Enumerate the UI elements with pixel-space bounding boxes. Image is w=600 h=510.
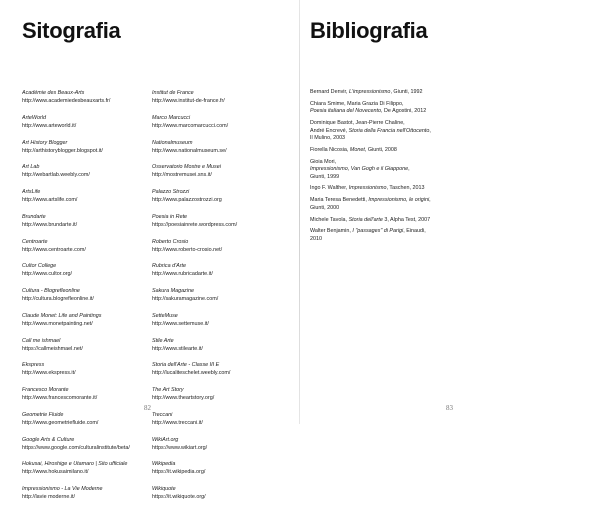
author-text: Fiorella Nicosia, xyxy=(310,146,350,153)
bibliography-line xyxy=(310,217,510,225)
site-name: Ekspress xyxy=(22,362,45,369)
bibliography-line xyxy=(310,101,510,109)
site-url-link[interactable]: https://callmeishmael.net/ xyxy=(22,345,83,352)
bibliografia-list xyxy=(310,89,510,248)
site-name: Marco Marcucci xyxy=(152,114,191,121)
site-entry xyxy=(152,460,282,481)
site-name: Institut de France xyxy=(152,90,194,96)
site-entry xyxy=(22,361,152,382)
site-url-link[interactable]: https://poesiainrete.wordpress.com/ xyxy=(152,221,238,228)
bibliografia-heading: Bibliografia xyxy=(310,18,428,43)
author-text: Maria Teresa Benedetti, xyxy=(310,197,369,204)
site-name: Poesia in Rete xyxy=(152,213,188,220)
site-name: Osservatorio Mostre e Musei xyxy=(152,164,221,171)
site-name: WikiArt.org xyxy=(152,436,179,443)
author-text: Michele Tavola, xyxy=(310,216,349,223)
title-text: Poesia italiana del Novecento xyxy=(310,108,382,115)
site-url-link[interactable]: http://www.rubricadarte.it/ xyxy=(152,271,213,278)
site-name: ArtsLife xyxy=(22,189,41,195)
bibliography-entry xyxy=(310,217,510,225)
author-text: Giunti, 2000 xyxy=(310,204,340,211)
title-text: L'impressionismo xyxy=(348,89,391,95)
bibliography-line xyxy=(310,120,510,128)
site-url-link[interactable]: http://lucaliteschelet.weebly.com/ xyxy=(152,370,231,377)
bibliography-entry xyxy=(310,89,510,97)
site-entry xyxy=(22,411,152,432)
site-name: Cultura - Blogrefleonline xyxy=(22,288,80,294)
site-url-link[interactable]: http://www.theartstory.org/ xyxy=(152,395,215,401)
site-url-link[interactable]: http://www.settemuse.it/ xyxy=(152,320,209,327)
site-name: SetteMuse xyxy=(152,312,178,319)
title-text: Impressionismo xyxy=(348,185,387,192)
site-entry xyxy=(152,213,282,234)
site-entry xyxy=(152,89,282,110)
bibliography-entry xyxy=(310,197,510,212)
bibliography-entry xyxy=(310,159,510,182)
publisher-text: Giunti, 1999 xyxy=(310,173,340,180)
title-text: Impressionismo, Van Gogh e il Giappone xyxy=(310,166,409,173)
bibliography-entry xyxy=(310,120,510,143)
publisher-text: , Taschen, 2013 xyxy=(386,185,425,192)
site-name: Google Arts & Culture xyxy=(22,436,75,443)
site-name: The Art Story xyxy=(152,387,184,393)
site-url-link[interactable]: http://mostremusei.sns.it/ xyxy=(152,172,212,179)
site-name: Rubrica d'Arte xyxy=(152,263,186,270)
title-text: Impressionismo, le origini xyxy=(368,197,430,204)
title-text: Storia dell'arte xyxy=(348,216,383,223)
site-url-link[interactable]: https://it.wikipedia.org/ xyxy=(152,469,206,476)
site-entry xyxy=(152,312,282,333)
site-name: Impressionismo - La Vie Moderne xyxy=(22,486,103,492)
site-url-link[interactable]: http://www.arteworld.it/ xyxy=(22,122,77,129)
publisher-text: 3, Alpha Test, 2007 xyxy=(382,216,431,223)
bibliography-line xyxy=(310,108,510,116)
publisher-text: , Giunti, 1992 xyxy=(390,89,423,95)
site-name: Brundarte xyxy=(22,213,46,220)
bibliography-line xyxy=(310,128,510,136)
title-text: Monet xyxy=(349,146,365,153)
site-name: Geometrie Fluide xyxy=(22,411,64,418)
author-text: Ingo F. Walther, xyxy=(310,185,349,192)
site-name: Nationalmuseum xyxy=(152,139,193,146)
site-name: Académie des Beaux-Arts xyxy=(22,90,85,96)
site-entry xyxy=(22,312,152,333)
author-text: Gioia Mori, xyxy=(310,158,337,165)
site-name: Claude Monet: Life and Paintings xyxy=(22,312,102,319)
site-url-link[interactable]: http://www.ekspress.it/ xyxy=(22,370,76,377)
site-url-link[interactable]: http://www.roberto-crosio.net/ xyxy=(152,246,223,253)
page-number-right: 83 xyxy=(446,404,453,412)
site-url-link[interactable]: http://cultura.blogrefleonline.it/ xyxy=(22,296,94,302)
author-text: Chiara Smime, Maria Grazia Di Filippo, xyxy=(310,100,404,107)
site-url-link[interactable]: http://www.palazzostrozzi.org xyxy=(152,197,222,203)
site-entry xyxy=(152,139,282,160)
site-entry xyxy=(152,386,282,407)
site-entry xyxy=(22,262,152,283)
publisher-text: , xyxy=(408,166,410,173)
site-name: Hokusai, Hiroshige e Utamaro | Sito ufficiale xyxy=(22,461,128,468)
site-name: Art Lab xyxy=(22,164,40,171)
site-name: Centroarte xyxy=(22,238,48,245)
site-entry xyxy=(152,411,282,432)
site-entry xyxy=(22,436,152,457)
title-text: I "passages" di Parigi xyxy=(352,228,404,235)
site-url-link[interactable]: http://sakuramagazine.com/ xyxy=(152,296,219,302)
site-entry xyxy=(22,238,152,259)
publisher-text: Il Mulino, 2003 xyxy=(310,135,346,142)
publisher-text: , Giunti, 2008 xyxy=(364,146,397,153)
site-url-link[interactable]: http://lavie moderne.it/ xyxy=(22,494,76,500)
site-url-link[interactable]: http://www.treccani.it/ xyxy=(152,419,203,426)
site-url-link[interactable]: http://www.stilearte.it/ xyxy=(152,345,203,352)
site-entry xyxy=(22,139,152,160)
bibliography-line xyxy=(310,197,510,205)
site-entry xyxy=(22,114,152,135)
author-text: Walter Benjamin, xyxy=(310,228,353,235)
bibliography-entry xyxy=(310,147,510,155)
sitografia-heading: Sitografia xyxy=(22,18,121,43)
bibliography-line xyxy=(310,159,510,167)
site-name: Art History Blogger xyxy=(22,139,68,146)
site-name: ArteWorld xyxy=(22,114,46,121)
site-name: Storia dell'Arte - Classe III E xyxy=(152,362,220,369)
site-url-link[interactable]: http://arthistoryblogger.blogspot.it/ xyxy=(22,147,103,154)
site-entry xyxy=(152,485,282,506)
site-url-link[interactable]: http://www.nationalmuseum.se/ xyxy=(152,147,227,154)
site-entry xyxy=(22,163,152,184)
site-url-link[interactable]: http://www.centroarte.com/ xyxy=(22,246,86,253)
author-text: Dominique Bastot, Jean-Pierre Chaline, xyxy=(310,120,405,127)
bibliography-line xyxy=(310,166,510,174)
site-entry xyxy=(22,89,152,110)
site-entry xyxy=(22,485,152,506)
publisher-text: , xyxy=(429,197,431,204)
site-url-link[interactable]: http://www.cultor.org/ xyxy=(22,271,73,278)
site-entry xyxy=(22,287,152,308)
site-name: Roberto Crosio xyxy=(152,238,189,245)
site-entry xyxy=(22,188,152,209)
site-entry xyxy=(152,238,282,259)
site-name: Treccani xyxy=(152,411,173,418)
site-url-link[interactable]: http://webartlab.weebly.com/ xyxy=(22,172,90,179)
site-url-link[interactable]: http://www.geometriefluide.com/ xyxy=(22,419,99,426)
site-url-link[interactable]: http://www.monetpainting.net/ xyxy=(22,320,93,327)
bibliography-entry xyxy=(310,101,510,116)
site-url-link[interactable]: http://www.artslife.com/ xyxy=(22,197,78,203)
author-text: Bernard Denvir, xyxy=(310,89,349,95)
bibliography-line xyxy=(310,236,510,244)
site-name: Wikipedia xyxy=(152,461,176,468)
site-entry xyxy=(22,386,152,407)
site-entry xyxy=(152,436,282,457)
site-url-link[interactable]: https://it.wikiquote.org/ xyxy=(152,494,206,500)
author-text: 2010 xyxy=(310,235,322,242)
bibliography-line xyxy=(310,185,510,193)
publisher-text: , Einaudi, xyxy=(403,228,426,235)
site-name: Call me ishmael xyxy=(22,337,61,344)
site-url-link[interactable]: http://www.brundarte.it/ xyxy=(22,221,78,228)
site-name: Francesco Morante xyxy=(22,387,69,393)
title-text: Storia della Francia nell'Ottocento xyxy=(348,127,430,134)
site-entry xyxy=(152,163,282,184)
sitografia-column-1 xyxy=(22,89,152,510)
site-entry xyxy=(152,114,282,135)
site-entry xyxy=(152,262,282,283)
sitografia-column-2 xyxy=(152,89,282,510)
site-url-link[interactable]: https://www.wikiart.org/ xyxy=(152,444,208,451)
site-name: Palazzo Strozzi xyxy=(152,189,190,195)
site-name: Sakura Magazine xyxy=(152,288,194,294)
site-entry xyxy=(152,188,282,209)
site-name: Cultor College xyxy=(22,263,57,270)
site-entry xyxy=(152,361,282,382)
site-url-link[interactable]: http://www.francescomorante.it/ xyxy=(22,395,98,401)
site-entry xyxy=(22,460,152,481)
site-entry xyxy=(152,287,282,308)
site-url-link[interactable]: http://www.hokusaimilano.it/ xyxy=(22,469,89,476)
site-entry xyxy=(22,213,152,234)
site-url-link[interactable]: http://www.academiedesbeauxarts.fr/ xyxy=(22,98,111,104)
site-name: Wikiquote xyxy=(152,486,176,492)
site-url-link[interactable]: http://www.marcomarcucci.com/ xyxy=(152,122,229,129)
site-entry xyxy=(22,337,152,358)
left-page xyxy=(0,0,300,500)
site-url-link[interactable]: http://www.institut-de-france.fr/ xyxy=(152,98,225,104)
publisher-text: , xyxy=(429,127,431,134)
bibliography-line xyxy=(310,228,510,236)
page-number-left: 82 xyxy=(144,404,151,412)
site-url-link[interactable]: https://www.google.com/culturalinstitute/beta/ xyxy=(22,444,130,451)
bibliography-line xyxy=(310,205,510,213)
author-text: André Encrevé, xyxy=(310,127,349,134)
site-name: Stile Arte xyxy=(152,337,174,344)
bibliography-entry xyxy=(310,185,510,193)
bibliography-line xyxy=(310,89,510,97)
publisher-text: , De Agostini, 2012 xyxy=(381,108,427,115)
right-page xyxy=(300,0,600,424)
bibliography-line xyxy=(310,147,510,155)
bibliography-entry xyxy=(310,228,510,243)
site-entry xyxy=(152,337,282,358)
